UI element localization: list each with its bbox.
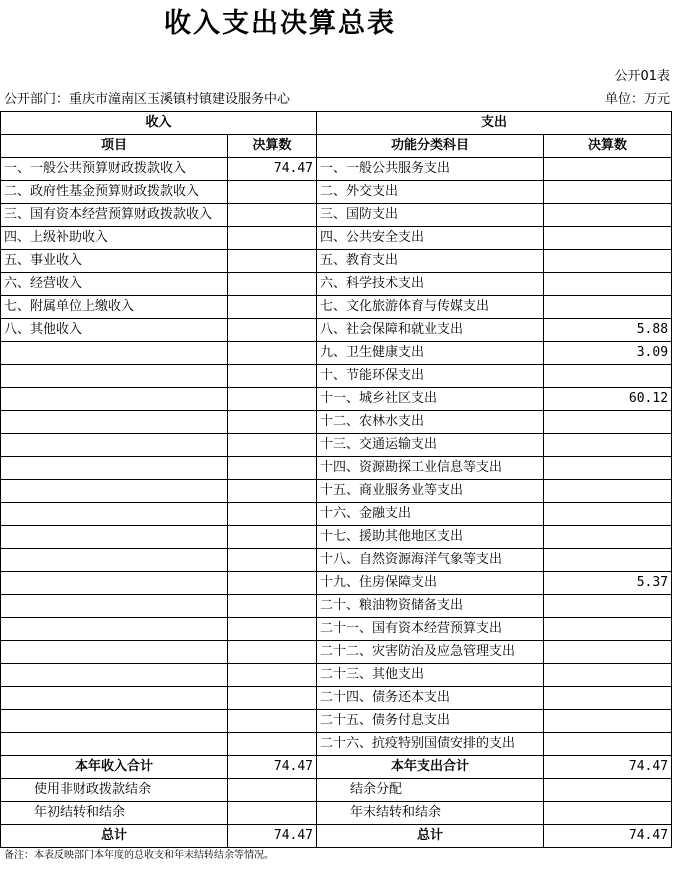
expense-amount (544, 641, 672, 664)
expense-item: 三、国防支出 (317, 204, 544, 227)
table-row (1, 342, 672, 365)
income-amount (228, 342, 317, 365)
table-row (1, 434, 672, 457)
expense-item: 十八、自然资源海洋气象等支出 (317, 549, 544, 572)
unit-label: 单位：万元 (604, 92, 670, 107)
end-label: 年末结转和结余 (317, 802, 544, 825)
income-header: 收入 (1, 112, 317, 135)
income-item (1, 572, 228, 595)
income-amount (228, 457, 317, 480)
expense-item: 十三、交通运输支出 (317, 434, 544, 457)
income-amount (228, 204, 317, 227)
expense-amount (544, 710, 672, 733)
expense-item: 二、外交支出 (317, 181, 544, 204)
income-item (1, 687, 228, 710)
expense-amount (544, 204, 672, 227)
expense-amount (544, 434, 672, 457)
income-item: 八、其他收入 (1, 319, 228, 342)
income-item (1, 365, 228, 388)
table-row (1, 250, 672, 273)
table-row (1, 733, 672, 756)
income-amount (228, 365, 317, 388)
footnote: 备注：本表反映部门本年度的总收支和年末结转结余等情况。 (4, 850, 274, 861)
expense-item: 十一、城乡社区支出 (317, 388, 544, 411)
income-item (1, 618, 228, 641)
grand-income-label: 总计 (1, 825, 228, 848)
expense-item: 五、教育支出 (317, 250, 544, 273)
table-row (1, 526, 672, 549)
income-amount (228, 595, 317, 618)
department-label: 公开部门：重庆市潼南区玉溪镇村镇建设服务中心 (4, 92, 291, 107)
grand-income-value: 74.47 (228, 825, 317, 848)
expense-item: 七、文化旅游体育与传媒支出 (317, 296, 544, 319)
expense-amount (544, 687, 672, 710)
income-item (1, 480, 228, 503)
income-amount (228, 641, 317, 664)
income-amount (228, 733, 317, 756)
expense-item: 八、社会保障和就业支出 (317, 319, 544, 342)
expense-total-label: 本年支出合计 (317, 756, 544, 779)
income-item (1, 342, 228, 365)
table-body (1, 158, 672, 756)
income-total-value: 74.47 (228, 756, 317, 779)
func-item-header: 功能分类科目 (317, 135, 544, 158)
amount-header: 决算数 (228, 135, 317, 158)
table-row (1, 388, 672, 411)
expense-amount (544, 503, 672, 526)
income-amount (228, 273, 317, 296)
income-item: 二、政府性基金预算财政拨款收入 (1, 181, 228, 204)
income-item: 一、一般公共预算财政拨款收入 (1, 158, 228, 181)
income-item: 三、国有资本经营预算财政拨款收入 (1, 204, 228, 227)
expense-item: 二十三、其他支出 (317, 664, 544, 687)
table-row (1, 227, 672, 250)
begin-value (228, 802, 317, 825)
income-amount (228, 296, 317, 319)
allocation-value (544, 779, 672, 802)
table-row (1, 503, 672, 526)
income-amount (228, 227, 317, 250)
table-row (1, 457, 672, 480)
income-amount (228, 480, 317, 503)
income-item (1, 595, 228, 618)
table-row (1, 687, 672, 710)
income-item (1, 664, 228, 687)
section-header-row (1, 112, 672, 135)
expense-item: 二十二、灾害防治及应急管理支出 (317, 641, 544, 664)
income-total-label: 本年收入合计 (1, 756, 228, 779)
income-amount (228, 526, 317, 549)
income-amount (228, 618, 317, 641)
table-row (1, 158, 672, 181)
year-total-row (1, 756, 672, 779)
table-row (1, 319, 672, 342)
income-item (1, 526, 228, 549)
expense-amount (544, 480, 672, 503)
income-item (1, 733, 228, 756)
table-row (1, 296, 672, 319)
table-row (1, 273, 672, 296)
expense-amount (544, 365, 672, 388)
income-amount (228, 549, 317, 572)
income-amount: 74.47 (228, 158, 317, 181)
unused-label: 使用非财政拨款结余 (1, 779, 228, 802)
table-row (1, 641, 672, 664)
expense-item: 十九、住房保障支出 (317, 572, 544, 595)
expense-amount (544, 250, 672, 273)
page-title: 收入支出决算总表 (164, 8, 396, 39)
income-amount (228, 503, 317, 526)
expense-item: 六、科学技术支出 (317, 273, 544, 296)
income-amount (228, 664, 317, 687)
expense-item: 二十六、抗疫特别国债安排的支出 (317, 733, 544, 756)
carryover-row (1, 802, 672, 825)
expense-item: 二十一、国有资本经营预算支出 (317, 618, 544, 641)
income-amount (228, 710, 317, 733)
expense-header: 支出 (317, 112, 672, 135)
income-item: 四、上级补助收入 (1, 227, 228, 250)
expense-item: 二十、粮油物资储备支出 (317, 595, 544, 618)
table-row (1, 480, 672, 503)
expense-amount (544, 158, 672, 181)
expense-item: 二十四、债务还本支出 (317, 687, 544, 710)
table-row (1, 365, 672, 388)
income-amount (228, 572, 317, 595)
grand-expense-label: 总计 (317, 825, 544, 848)
expense-item: 十五、商业服务业等支出 (317, 480, 544, 503)
column-header-row (1, 135, 672, 158)
table-row (1, 549, 672, 572)
expense-item: 二十五、债务付息支出 (317, 710, 544, 733)
table-number: 公开01表 (614, 69, 670, 84)
expense-amount: 60.12 (544, 388, 672, 411)
income-item (1, 388, 228, 411)
expense-amount: 5.37 (544, 572, 672, 595)
expense-amount (544, 595, 672, 618)
expense-amount (544, 181, 672, 204)
unused-value (228, 779, 317, 802)
begin-label: 年初结转和结余 (1, 802, 228, 825)
income-item (1, 710, 228, 733)
expense-amount (544, 457, 672, 480)
table-row (1, 411, 672, 434)
expense-amount (544, 526, 672, 549)
expense-item: 十七、援助其他地区支出 (317, 526, 544, 549)
table-row (1, 204, 672, 227)
expense-amount (544, 549, 672, 572)
expense-amount: 3.09 (544, 342, 672, 365)
income-amount (228, 687, 317, 710)
expense-amount (544, 411, 672, 434)
allocation-label: 结余分配 (317, 779, 544, 802)
income-amount (228, 181, 317, 204)
table-row (1, 181, 672, 204)
table-row (1, 664, 672, 687)
item-header: 项目 (1, 135, 228, 158)
income-amount (228, 411, 317, 434)
income-amount (228, 388, 317, 411)
expense-amount (544, 296, 672, 319)
expense-item: 十二、农林水支出 (317, 411, 544, 434)
income-amount (228, 250, 317, 273)
table-row (1, 710, 672, 733)
expense-amount: 5.88 (544, 319, 672, 342)
table-row (1, 595, 672, 618)
grand-expense-value: 74.47 (544, 825, 672, 848)
income-item (1, 411, 228, 434)
income-amount (228, 434, 317, 457)
income-item: 五、事业收入 (1, 250, 228, 273)
income-item (1, 641, 228, 664)
expense-item: 十、节能环保支出 (317, 365, 544, 388)
balance-row (1, 779, 672, 802)
income-item (1, 549, 228, 572)
expense-amount (544, 618, 672, 641)
income-item: 六、经营收入 (1, 273, 228, 296)
income-item (1, 457, 228, 480)
income-item (1, 434, 228, 457)
end-value (544, 802, 672, 825)
budget-table (0, 111, 672, 848)
amount2-header: 决算数 (544, 135, 672, 158)
income-item: 七、附属单位上缴收入 (1, 296, 228, 319)
expense-item: 四、公共安全支出 (317, 227, 544, 250)
expense-item: 一、一般公共服务支出 (317, 158, 544, 181)
grand-total-row (1, 825, 672, 848)
expense-total-value: 74.47 (544, 756, 672, 779)
income-item (1, 503, 228, 526)
expense-amount (544, 227, 672, 250)
expense-amount (544, 273, 672, 296)
income-amount (228, 319, 317, 342)
expense-item: 十六、金融支出 (317, 503, 544, 526)
expense-amount (544, 664, 672, 687)
expense-amount (544, 733, 672, 756)
expense-item: 九、卫生健康支出 (317, 342, 544, 365)
table-row (1, 618, 672, 641)
table-row (1, 572, 672, 595)
expense-item: 十四、资源勘探工业信息等支出 (317, 457, 544, 480)
